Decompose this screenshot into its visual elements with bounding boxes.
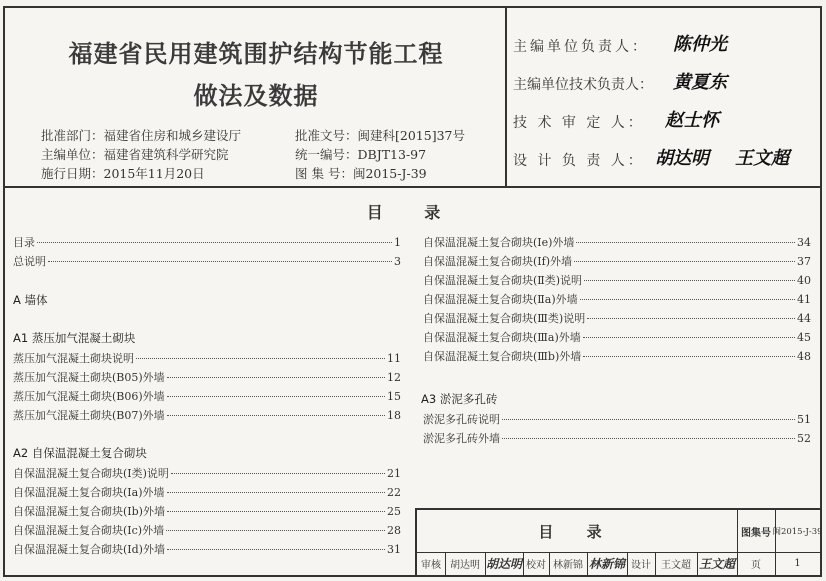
toc-entry xyxy=(13,234,401,250)
dot-leader xyxy=(167,414,385,416)
dot-leader xyxy=(584,279,795,281)
dot-leader xyxy=(576,241,795,243)
toc-entry xyxy=(423,348,811,364)
toc-entry-page: 51 xyxy=(797,413,811,426)
tb-review-signature: 胡达明 xyxy=(485,557,522,571)
toc-entry-page: 15 xyxy=(387,390,401,403)
section-a: A 墙体 xyxy=(13,293,48,307)
toc-entry-label: 蒸压加气混凝土砌块(B05)外墙 xyxy=(13,371,165,384)
toc-entry-page: 40 xyxy=(797,274,811,287)
toc-entry xyxy=(13,407,401,423)
tb-atlas-label: 图集号 xyxy=(741,527,771,539)
dot-leader xyxy=(167,491,386,493)
tb-review-label: 审核 xyxy=(421,560,441,571)
toc-entry-page: 37 xyxy=(797,255,811,268)
toc-entry-label: 自保温混凝土复合砌块(Ⅰa)外墙 xyxy=(13,486,165,499)
dot-leader xyxy=(37,241,392,243)
dot-leader xyxy=(502,418,795,420)
tb-design-signature: 王文超 xyxy=(698,557,735,571)
toc-entry xyxy=(423,291,811,307)
toc-entry-page: 11 xyxy=(387,352,401,365)
toc-entry-label: 自保温混凝土复合砌块(Ⅲa)外墙 xyxy=(423,331,581,344)
review-signature: 赵士怀 xyxy=(665,110,719,131)
tb-check-signature: 林新锦 xyxy=(588,557,625,571)
dot-leader xyxy=(502,437,795,439)
toc-entry-page: 45 xyxy=(797,331,811,344)
toc-entry-label: 自保温混凝土复合砌块(Ⅰd)外墙 xyxy=(13,543,165,556)
toc-entry-page: 3 xyxy=(394,255,401,268)
unified-no: 统一编号：DBJT13-97 xyxy=(295,147,427,162)
toc-entry-label: 自保温混凝土复合砌块(Ⅰc)外墙 xyxy=(13,524,165,537)
header-info xyxy=(5,8,507,186)
toc-entry-label: 自保温混凝土复合砌块(Ⅰf)外墙 xyxy=(423,255,572,268)
tb-check-name: 林新锦 xyxy=(553,560,583,571)
toc-entry-page: 12 xyxy=(387,371,401,384)
tb-design-label: 设计 xyxy=(631,560,651,571)
toc-entry xyxy=(423,329,811,345)
dot-leader xyxy=(166,529,385,531)
review-label: 技 术 审 定 人： xyxy=(513,115,645,131)
section-a2: A2 自保温混凝土复合砌块 xyxy=(13,446,147,460)
toc-entry xyxy=(13,522,401,538)
chief-signature: 陈仲光 xyxy=(673,34,727,55)
dot-leader xyxy=(48,260,392,262)
toc-entry-label: 自保温混凝土复合砌块(Ⅱa)外墙 xyxy=(423,293,578,306)
toc-entry-page: 52 xyxy=(797,432,811,445)
tb-check-label: 校对 xyxy=(526,560,546,571)
tb-sheet-name: 目 录 xyxy=(538,522,616,541)
tb-review-name: 胡达明 xyxy=(450,560,480,571)
tech-signature: 黄夏东 xyxy=(673,72,727,93)
atlas-no: 图 集 号：闽2015-J-39 xyxy=(295,166,427,181)
toc-title: 目 录 xyxy=(366,203,459,222)
dot-leader xyxy=(583,336,795,338)
impl-date: 施行日期：2015年11月20日 xyxy=(41,166,205,181)
title-line-1: 福建省民用建筑围护结构节能工程 xyxy=(68,40,444,68)
section-a3: A3 淤泥多孔砖 xyxy=(421,392,498,406)
dot-leader xyxy=(167,395,385,397)
dot-leader xyxy=(583,355,795,357)
tb-design-name: 王文超 xyxy=(661,560,691,571)
toc-entry xyxy=(13,350,401,366)
design-label: 设 计 负 责 人： xyxy=(513,153,645,169)
design-signature-2: 王文超 xyxy=(735,148,789,169)
toc-entry xyxy=(423,430,811,446)
toc-entry-label: 总说明 xyxy=(13,255,46,268)
toc-entry-label: 自保温混凝土复合砌块(Ⅰe)外墙 xyxy=(423,236,575,249)
toc-entry xyxy=(423,310,811,326)
toc-entry-label: 蒸压加气混凝土砌块(B06)外墙 xyxy=(13,390,165,403)
design-signature-1: 胡达明 xyxy=(655,148,709,169)
approve-doc: 批准文号：闽建科[2015]37号 xyxy=(295,128,465,143)
toc-entry xyxy=(423,411,811,427)
tb-atlas-value: 闽2015-J-39 xyxy=(772,527,823,537)
toc-entry-page: 28 xyxy=(387,524,401,537)
header xyxy=(5,8,820,188)
toc-entry xyxy=(13,541,401,557)
toc-entry-page: 21 xyxy=(387,467,401,480)
dot-leader xyxy=(167,376,385,378)
toc-entry-label: 自保温混凝土复合砌块(Ⅲb)外墙 xyxy=(423,350,582,363)
toc-entry-page: 31 xyxy=(387,543,401,556)
toc-entry xyxy=(13,369,401,385)
title-line-2: 做法及数据 xyxy=(193,82,319,110)
design-row xyxy=(513,150,645,170)
dot-leader xyxy=(171,472,385,474)
section-a1: A1 蒸压加气混凝土砌块 xyxy=(13,331,136,345)
dot-leader xyxy=(167,548,385,550)
title-block xyxy=(415,508,823,575)
dot-leader xyxy=(136,357,385,359)
toc-entry xyxy=(13,503,401,519)
toc-entry-label: 目录 xyxy=(13,236,35,249)
toc-entry xyxy=(13,253,401,269)
editor-unit: 主编单位：福建省建筑科学研究院 xyxy=(41,147,229,162)
toc-entry xyxy=(423,253,811,269)
tb-page-label: 页 xyxy=(751,560,761,571)
toc-entry-label: 蒸压加气混凝土砌块(B07)外墙 xyxy=(13,409,165,422)
tb-page-value: 1 xyxy=(794,558,801,569)
approve-dept: 批准部门：福建省住房和城乡建设厅 xyxy=(41,128,242,143)
dot-leader xyxy=(574,260,795,262)
toc-entry-page: 48 xyxy=(797,350,811,363)
toc-entry xyxy=(423,234,811,250)
toc-entry-label: 自保温混凝土复合砌块(Ⅰ类)说明 xyxy=(13,467,169,480)
dot-leader xyxy=(587,317,795,319)
dot-leader xyxy=(167,510,385,512)
toc-entry-label: 自保温混凝土复合砌块(Ⅱ类)说明 xyxy=(423,274,583,287)
tech-row xyxy=(513,74,653,94)
toc-entry-label: 自保温混凝土复合砌块(Ⅰb)外墙 xyxy=(13,505,165,518)
toc-entry-page: 1 xyxy=(394,236,401,249)
toc-entry-page: 44 xyxy=(797,312,811,325)
chief-row xyxy=(513,36,649,56)
toc-entry-page: 22 xyxy=(387,486,401,499)
toc-entry-page: 41 xyxy=(797,293,811,306)
dot-leader xyxy=(580,298,795,300)
toc-entry-label: 淤泥多孔砖说明 xyxy=(423,413,500,426)
toc-entry-label: 淤泥多孔砖外墙 xyxy=(423,432,500,445)
toc-entry-page: 18 xyxy=(387,409,401,422)
toc-entry-label: 蒸压加气混凝土砌块说明 xyxy=(13,352,134,365)
tech-label: 主编单位技术负责人： xyxy=(513,77,653,93)
toc-entry-label: 自保温混凝土复合砌块(Ⅲ类)说明 xyxy=(423,312,586,325)
drawing-sheet xyxy=(3,6,822,577)
toc-entry xyxy=(13,484,401,500)
chief-label: 主编单位负责人： xyxy=(513,39,649,55)
toc-entry xyxy=(13,465,401,481)
toc-entry xyxy=(423,272,811,288)
toc-entry xyxy=(13,388,401,404)
toc-entry-page: 34 xyxy=(797,236,811,249)
review-row xyxy=(513,112,645,132)
toc-entry-page: 25 xyxy=(387,505,401,518)
